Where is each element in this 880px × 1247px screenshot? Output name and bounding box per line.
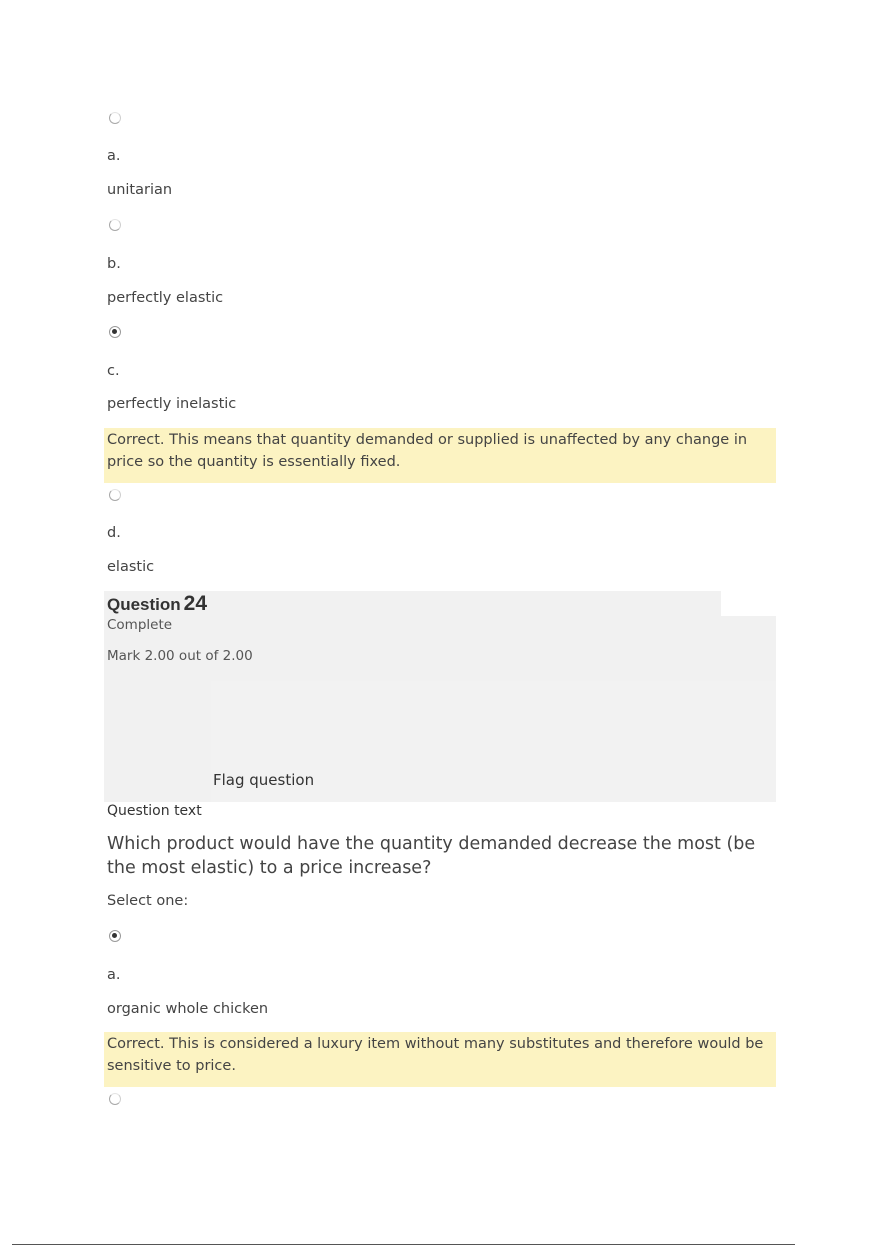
option-radio-d[interactable] bbox=[109, 489, 121, 501]
option-letter-c: c. bbox=[107, 363, 120, 379]
flag-question-button[interactable]: Flag question bbox=[213, 771, 315, 789]
question-text-label: Question text bbox=[107, 803, 202, 819]
feedback-correct: Correct. This means that quantity demanded or supplied is unaffected by any change in price so the quantity is essentially fixed. bbox=[104, 428, 776, 483]
option-radio-b[interactable] bbox=[109, 219, 121, 231]
option-text-c: perfectly inelastic bbox=[107, 396, 237, 412]
page-footer-divider bbox=[12, 1244, 795, 1245]
question-mark: Mark 2.00 out of 2.00 bbox=[107, 648, 253, 664]
option-text-d: elastic bbox=[107, 559, 155, 575]
question-label: Question bbox=[107, 595, 181, 614]
select-one-prompt: Select one: bbox=[107, 893, 189, 909]
question-number: 24 bbox=[183, 592, 208, 615]
option-letter-b: b. bbox=[107, 256, 121, 272]
q24-option-radio-b[interactable] bbox=[109, 1093, 121, 1105]
q24-option-text-a: organic whole chicken bbox=[107, 1001, 269, 1017]
option-radio-a[interactable] bbox=[109, 112, 121, 124]
question-state: Complete bbox=[107, 617, 173, 633]
option-letter-a: a. bbox=[107, 148, 121, 164]
option-text-a: unitarian bbox=[107, 182, 173, 198]
option-letter-d: d. bbox=[107, 525, 121, 541]
question-text: Which product would have the quantity demanded decrease the most (be the most elastic) to a price increase? bbox=[107, 834, 756, 878]
q24-option-letter-a: a. bbox=[107, 967, 121, 983]
option-text-b: perfectly elastic bbox=[107, 290, 224, 306]
q24-option-radio-a-selected[interactable] bbox=[109, 930, 121, 942]
q24-feedback-correct: Correct. This is considered a luxury item without many substitutes and therefore would be sensitive to price. bbox=[104, 1032, 776, 1087]
option-radio-c-selected[interactable] bbox=[109, 326, 121, 338]
question-number-heading bbox=[107, 592, 207, 616]
